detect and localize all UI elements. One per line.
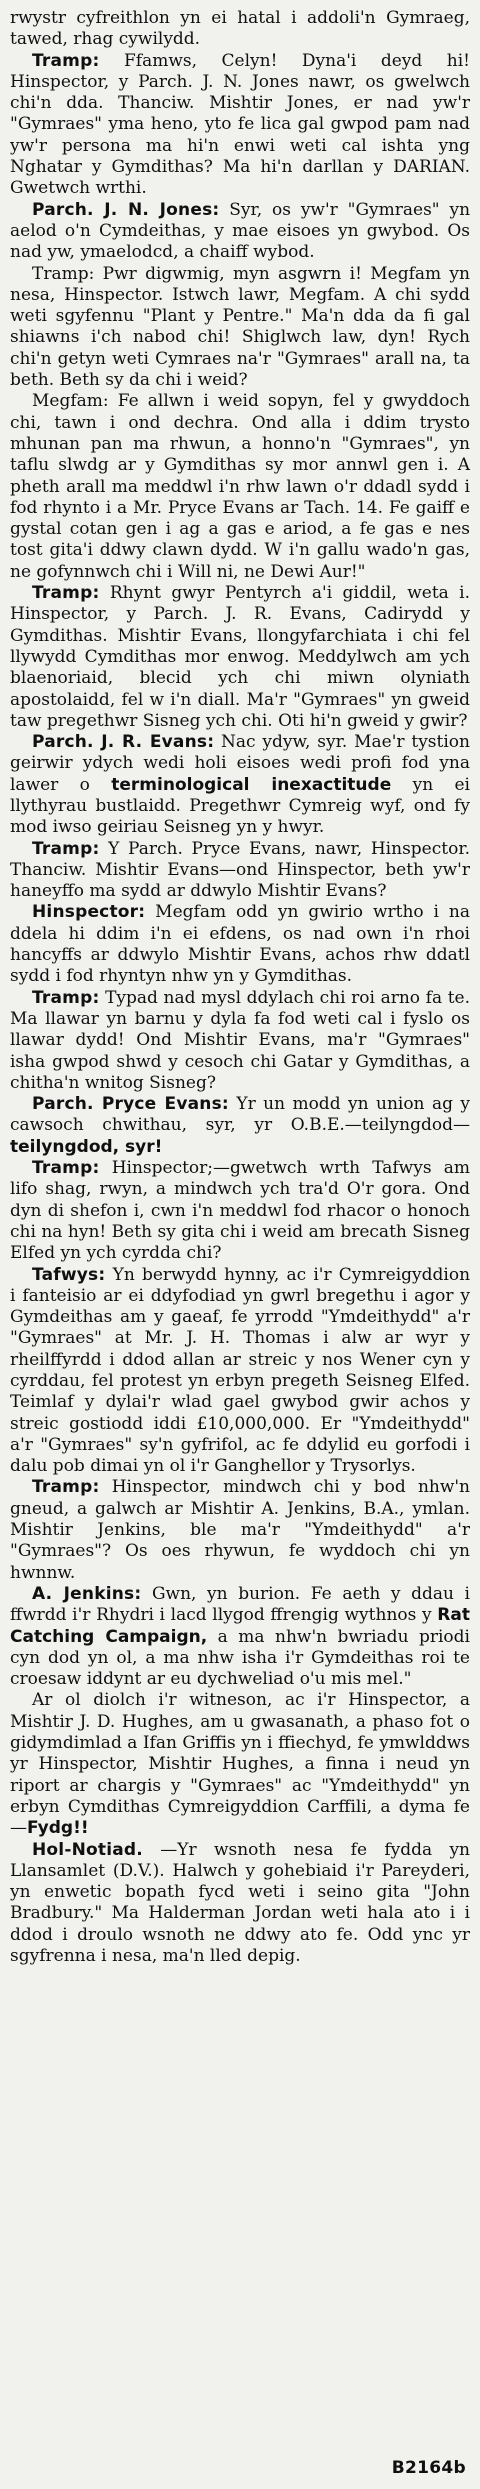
paragraph-text: Megfam odd yn gwirio wrtho i na ddela hi ddim i'n ei efdens, os nad own i'n rhoi hancyffs ar ddwylo Mishtir Evans, achos rhw ddatl sydd i fod rhyntyn nhw yn y Gymdithas.	[10, 902, 470, 987]
paragraph	[10, 1094, 470, 1158]
paragraph-text: Megfam: Fe allwn i weid sopyn, fel y gwyddoch chi, tawn i ond dechra. Ond alla i ddim trysto mhunan pan ma rhwun, a honno'n "Gymraes", yn taflu slwdg ar y Gymdithas sy mor annwl gen i. A pheth arall ma meddwl i'n rhw lawn o'r ddadl sydd i fod rhynto i a Mr. Pryce Evans ar Tach. 14. Fe gaiff e gystal cotan gen i ag a gas e ariod, a fe gas e nes tost gita'i ddwy clawn dydd. W i'n gallu wado'n gas, ne gofynnwch chi i Will ni, ne Dewi Aur!"	[10, 391, 470, 582]
speaker-name: Hol-Notiad.	[32, 1839, 143, 1860]
paragraph	[10, 391, 470, 583]
speaker-name: Tramp:	[32, 838, 100, 859]
paragraph	[10, 200, 470, 264]
paragraph-text: —Yr wsnoth nesa fe fydda yn Llansamlet (D.V.). Halwch y gohebiaid i'r Pareyderi, yn enwetic bopath fycd weti i seino gita "John Bradbury." Ma Halderman Jordan weti hala ato i i ddod i droulo wsnoth ne ddwy ato fe. Odd ync yr sgyfrenna i nesa, ma'n lled depig.	[10, 1839, 471, 1967]
paragraph	[10, 1158, 470, 1264]
speaker-name: A. Jenkins:	[32, 1583, 142, 1604]
paragraph	[10, 1265, 470, 1478]
speaker-name: Tramp:	[32, 987, 100, 1008]
speaker-name: Tramp:	[32, 1158, 100, 1179]
clipping-reference-code: B2164b	[391, 2457, 466, 2478]
paragraph-text: Y Parch. Pryce Evans, nawr, Hinspector. Thanciw. Mishtir Evans—ond Hinspector, beth yw'r haneyffo ma sydd ar ddwylo Mishtir Evans?	[10, 838, 470, 902]
speaker-name: Tramp:	[32, 1477, 100, 1498]
paragraph-text: Syr, os yw'r "Gymraes" yn aelod o'n Cymdeithas, y mae eisoes yn gwybod. Os nad yw, ymaelodcd, a chaiff wybod.	[10, 199, 471, 263]
speaker-name: Parch. J. N. Jones:	[32, 199, 220, 220]
paragraph	[10, 1584, 470, 1690]
paragraph	[10, 1690, 470, 1839]
bold-phrase: Fydg!!	[27, 1818, 89, 1839]
bold-phrase: teilyngdod, syr!	[10, 1136, 163, 1157]
paragraph	[10, 1477, 470, 1583]
speaker-name: Parch. J. R. Evans:	[32, 732, 215, 753]
paragraph-text: Yr un modd yn union ag y cawsoch chwithau, syr, yr O.B.E.—teilyngdod—teilyngdod, syr!	[10, 1094, 470, 1157]
paragraph-text: Ffamws, Celyn! Dyna'i deyd hi! Hinspector, y Parch. J. N. Jones nawr, os gwelwch chi'n dda. Thanciw. Mishtir Jones, er nad yw'r "Gymraes" yma heno, yto fe lica gal gwpod pam nad yw'r persona ma hi'n enwi weti cal ishta yng Nghatar y Gymdithas? Ma hi'n darllan y DARIAN. Gwetwch wrthi.	[10, 50, 470, 199]
paragraph-text: Rhynt gwyr Pentyrch a'i giddil, weta i. Hinspector, y Parch. J. R. Evans, Cadirydd y Gymdithas. Mishtir Evans, llongyfarchiata i chi fel llywydd Cymdithas mor enwog. Meddylwch am ych blaenoriaid, blecid ych chi miwn olyniath apostolaidd, fel w i'n diall. Ma'r "Gymraes" yn gweid taw pregethwr Sisneg ych chi. Oti hi'n gweid y gwir?	[10, 583, 470, 731]
paragraph-text: rwystr cyfreithlon yn ei hatal i addoli'n Gymraeg, tawed, rhag cywilydd.	[10, 8, 470, 50]
paragraph-text: Nac ydyw, syr. Mae'r tystion geirwir ydych wedi holi eisoes wedi profi fod yna lawer o terminological inexactitude yn ei llythyrau bustlaidd. Pregethwr Cymreig wyf, ond fy mod iwso geiriau Seisneg yn y hwyr.	[10, 732, 470, 838]
speaker-name: Tramp:	[32, 583, 100, 604]
speaker-name: Tafwys:	[32, 1264, 106, 1285]
bold-phrase: Rat Catching Campaign,	[10, 1605, 470, 1647]
paragraph	[10, 8, 470, 51]
paragraph-text: Tramp: Pwr digwmig, myn asgwrn i! Megfam yn nesa, Hinspector. Istwch lawr, Megfam. A chi sydd weti sgyfennu "Plant y Pentre." Ma'n dda da fi gal shiawns i'ch nabod chi! Shiglwch law, dyn! Rych chi'n getyn weti Cymraes na'r "Gymraes" arall na, ta beth. Beth sy da chi i weid?	[10, 263, 470, 391]
paragraph	[10, 839, 470, 903]
article-body	[10, 8, 470, 1967]
paragraph	[10, 732, 470, 838]
paragraph	[10, 264, 470, 392]
paragraph	[10, 1840, 470, 1968]
speaker-name: Parch. Pryce Evans:	[32, 1094, 229, 1115]
paragraph-text: Hinspector, mindwch chi y bod nhw'n gneud, a galwch ar Mishtir A. Jenkins, B.A., ymlan. Mishtir Jenkins, ble ma'r "Ymdeithydd" a'r "Gymraes"? Os oes rhywun, fe wyddoch chi yn hwnnw.	[10, 1477, 471, 1583]
paragraph	[10, 988, 470, 1094]
paragraph	[10, 51, 470, 200]
speaker-name: Tramp:	[32, 50, 100, 71]
bold-phrase: terminological inexactitude	[111, 774, 392, 795]
paragraph-text: Ar ol diolch i'r witneson, ac i'r Hinspector, a Mishtir J. D. Hughes, am u gwasanath, a phaso fot o gidymdimlad a Ifan Griffis yn i ffiechyd, fe ymwlddws yr Hinspector, Mishtir Hughes, a finna i neud yn riport ar chargis y "Gymraes" ac "Ymdeithydd" yn erbyn Cymdithas Cymreigyddion Carffili, a dyma fe—Fydg!!	[10, 1690, 470, 1839]
paragraph-text: Hinspector;—gwetwch wrth Tafwys am lifo shag, rwyn, a mindwch ych tra'd O'r gora. Ond dyn di shefon i, cwn i'n meddwl fod rhacor o honoch chi na hyn! Beth sy gita chi i weid am brecath Sisneg Elfed yn ych cyrdda chi?	[10, 1158, 471, 1264]
paragraph	[10, 583, 470, 732]
paragraph	[10, 902, 470, 987]
speaker-name: Hinspector:	[32, 902, 146, 923]
paragraph-text: Gwn, yn burion. Fe aeth y ddau i ffwrdd i'r Rhydri i lacd llygod ffrengig wythnos y Rat Catching Campaign, a ma nhw'n bwriadu priodi cyn dod yn ol, a ma nhw isha i'r Gymdeithas roi te croesaw iddynt ar eu dychweliad o'u mis mel."	[10, 1583, 470, 1690]
paragraph-text: Typad nad mysl ddylach chi roi arno fa te. Ma llawar yn barnu y dyla fa fod weti cal i fyslo os llawar dydd! Ond Mishtir Evans, ma'r "Gymraes" isha gwpod shwd y cesoch chi Gatar y Gymdithas, a chitha'n wnitog Sisneg?	[10, 987, 470, 1093]
paragraph-text: Yn berwydd hynny, ac i'r Cymreigyddion i fanteisio ar ei ddyfodiad yn gwrl bregethu i agor y Gymdeithas am y gaeaf, fe yrrodd "Ymdeithydd" a'r "Gymraes" at Mr. J. H. Thomas i alw ar wyr y rheilffyrdd i ddod allan ar streic y nos Wener cyn y cyrddau, fel protest yn erbyn pregeth Seisneg Elfed. Teimlaf y dylai'r wlad gael gwybod gwir achos y streic gostiodd iddi £10,000,000. Er "Ymdeithydd" a'r "Gymraes" sy'n gyfrifol, ac fe ddylid eu gorfodi i dalu pob dimai yn ol i'r Ganghellor y Trysorlys.	[10, 1264, 471, 1477]
